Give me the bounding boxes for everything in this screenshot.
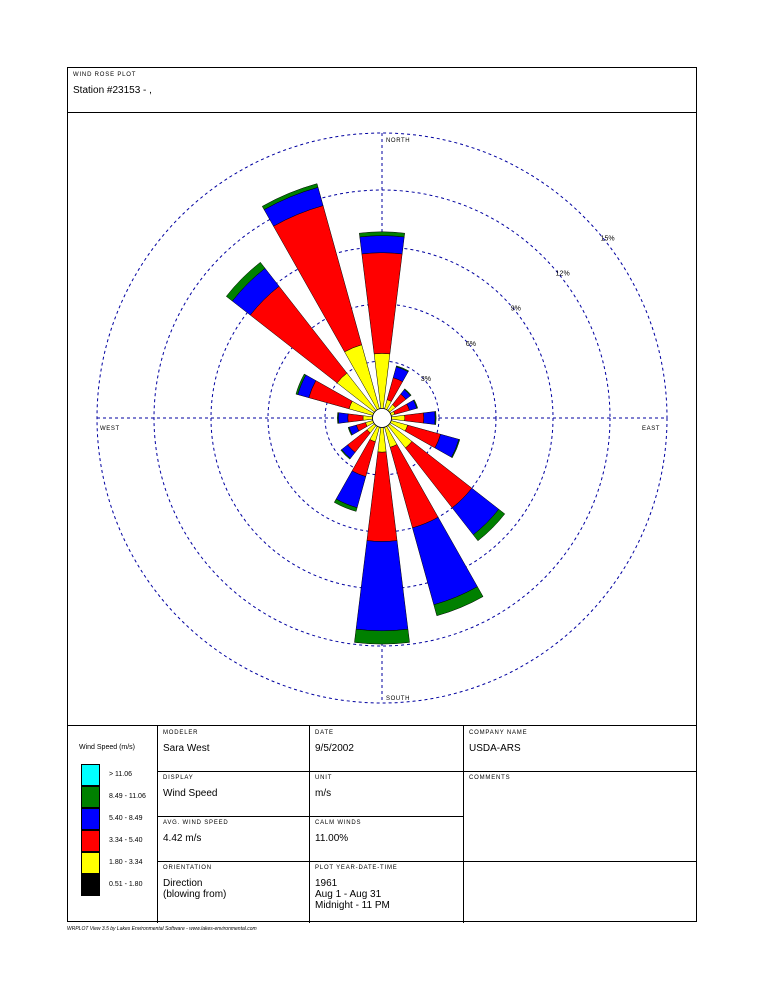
- software-credit: WRPLOT View 3.5 by Lakes Environmental Software - www.lakes-environmental.com: [67, 926, 257, 932]
- petal-w-bin-3: [348, 414, 363, 422]
- plot-hours: Midnight - 11 PM: [315, 900, 390, 911]
- orientation-line-2: (blowing from): [163, 889, 227, 900]
- legend-title: Wind Speed (m/s): [79, 744, 136, 751]
- calm-winds-value: 11.00%: [315, 833, 349, 844]
- petal-n-bin-3: [362, 253, 402, 354]
- petal-w-bin-4: [338, 413, 348, 424]
- plot-frame: [67, 67, 697, 922]
- compass-west: WEST: [100, 426, 120, 432]
- calm-circle: [373, 409, 392, 428]
- legend-swatch-4: [81, 830, 100, 852]
- orientation-label: ORIENTATION: [163, 865, 212, 871]
- company-value: USDA-ARS: [469, 743, 521, 754]
- petal-e-bin-4: [423, 412, 435, 425]
- compass-south: SOUTH: [386, 696, 410, 702]
- petal-e-bin-3: [405, 413, 424, 423]
- avg-speed-value: 4.42 m/s: [163, 833, 202, 844]
- comments-label: COMMENTS: [469, 775, 511, 781]
- petal-s-bin-5: [354, 629, 409, 644]
- legend-label-3: 5.40 - 8.49: [109, 815, 143, 822]
- date-value: 9/5/2002: [315, 743, 354, 754]
- plot-type-label: WIND ROSE PLOT: [73, 72, 137, 78]
- compass-north: NORTH: [386, 138, 411, 144]
- date-label: DATE: [315, 730, 334, 736]
- petal-e-bin-2: [391, 415, 404, 421]
- compass-east: EAST: [642, 426, 661, 432]
- ring-label-2: 6%: [465, 340, 476, 348]
- legend-label-1: > 11.06: [109, 771, 133, 778]
- ring-label-1: 3%: [420, 375, 432, 383]
- display-value: Wind Speed: [163, 788, 218, 799]
- unit-value: m/s: [315, 788, 332, 799]
- station-title: Station #23153 - ,: [73, 85, 152, 96]
- info-panel: [68, 725, 696, 923]
- petal-n-bin-4: [360, 236, 404, 254]
- plot-header: [68, 68, 696, 113]
- petal-w: [337, 413, 372, 424]
- company-label: COMPANY NAME: [469, 730, 528, 736]
- legend-swatch-6: [81, 874, 100, 896]
- unit-label: UNIT: [315, 775, 333, 781]
- legend-label-2: 8.49 - 11.06: [109, 793, 146, 800]
- legend-swatch-2: [81, 786, 100, 808]
- petal-e-bin-5: [435, 411, 436, 424]
- petal-w-bin-2: [363, 416, 373, 421]
- petal-w-bin-5: [337, 413, 338, 424]
- calm-winds-label: CALM WINDS: [315, 820, 362, 826]
- legend-label-5: 1.80 - 3.34: [109, 859, 143, 866]
- ring-label-4: 12%: [555, 270, 570, 278]
- avg-speed-label: AVG. WIND SPEED: [163, 820, 229, 826]
- modeler-value: Sara West: [163, 743, 210, 754]
- orientation-line-1: Direction: [163, 878, 203, 889]
- legend-label-4: 3.34 - 5.40: [109, 837, 143, 844]
- plot-dates: Aug 1 - Aug 31: [315, 889, 382, 900]
- ring-label-5: 15%: [600, 235, 615, 243]
- wind-rose-chart: [68, 113, 696, 725]
- legend-swatch-5: [81, 852, 100, 874]
- legend-swatch-1: [81, 764, 100, 786]
- petal-s-bin-2: [378, 427, 386, 452]
- legend-swatch-3: [81, 808, 100, 830]
- plot-time-label: PLOT YEAR-DATE-TIME: [315, 865, 398, 871]
- display-label: DISPLAY: [163, 775, 194, 781]
- ring-label-3: 9%: [510, 305, 521, 313]
- petal-s-bin-4: [356, 541, 408, 631]
- plot-year: 1961: [315, 878, 338, 889]
- modeler-label: MODELER: [163, 730, 199, 736]
- petal-s-bin-3: [367, 452, 397, 542]
- legend-label-6: 0.51 - 1.80: [109, 881, 143, 888]
